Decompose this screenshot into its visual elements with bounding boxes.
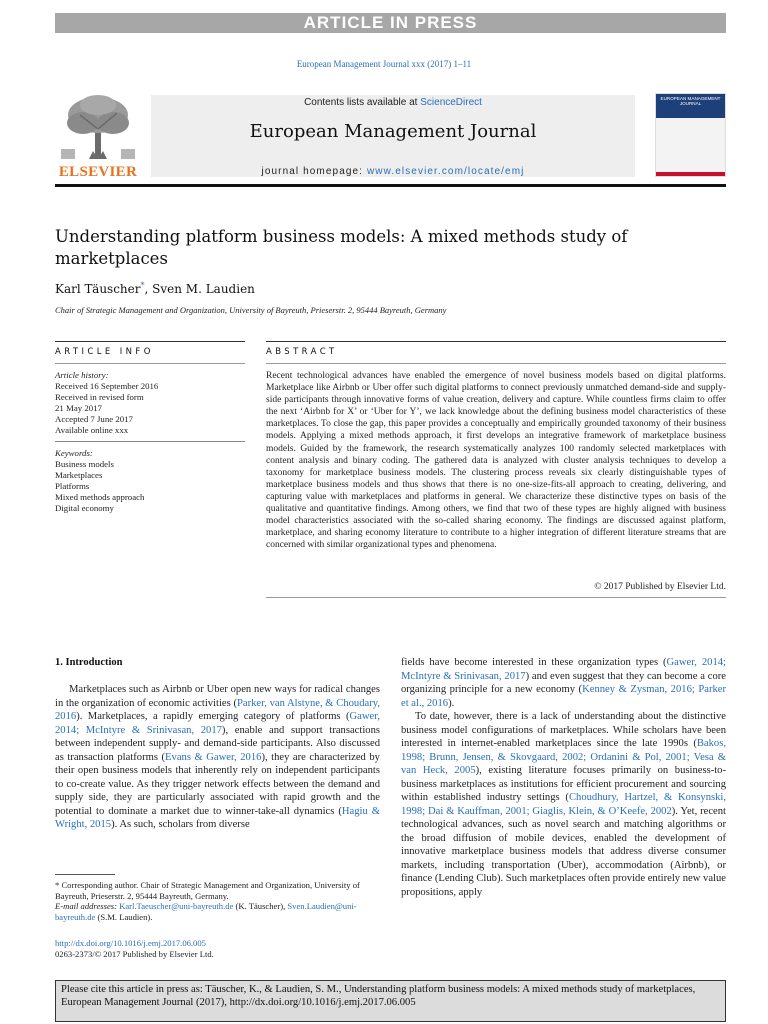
abstract-text: Recent technological advances have enabled the emergence of novel business models based on digital platforms. Marketplace like Airbnb or Uber offer such digital platforms to connect previously unmatched demand-side and supply-side participants through innovative forms of value creation, delivery and capture. While countless firms claim to offer the next ‘Airbnb for X’ or ‘Uber for Y’, we lack knowledge about the defining business model characteristics of these marketplaces. To close the gap, this paper provides a conceptually and empirically grounded taxonomy of their business models. Applying a mixed methods approach, it first develops an integrative framework of marketplace business models. Guided by the framework, the research systematically analyzes 100 randomly selected marketplaces with content analysis and binary coding. The gathered data is analyzed with cluster analysis techniques to develop a taxonomy for marketplace business models. The clustering process reveals six clearly distinguishable types of marketplace business models and thus shows that there is no one-size-fits-all approach to creating, delivering, and capturing value with marketplaces and platforms in general. We characterize these distinctive types on basis of the qualitative and quantitative findings. Among others, we find that two of these types are highly aligned with business model characteristics associated with the so-called sharing economy. The findings are discussed against platform, marketplace, and sharing economy literature to contribute to a higher integration of different literature streams that are concerned with similar organizational types and phenomena.	[266, 371, 726, 551]
history-item: Available online xxx	[55, 424, 129, 435]
keyword: Mixed methods approach	[55, 492, 145, 503]
abstract-subrule	[266, 363, 726, 364]
body-text: ) and even suggest that they can become a core organizing principle for a new economy (	[401, 670, 726, 695]
publisher-logo	[55, 93, 141, 181]
journal-homepage-link[interactable]: www.elsevier.com/locate/emj	[366, 166, 525, 177]
article-info-heading: ARTICLE INFO	[55, 347, 154, 357]
article-info-panel	[55, 370, 245, 514]
abstract-end-rule	[266, 597, 726, 598]
corresponding-author-note: * Corresponding author. Chair of Strategic Management and Organization, University of Bayreuth, Prieserstr. 2, 95444 Bayreuth, Germany.	[55, 880, 360, 901]
elsevier-wordmark: ELSEVIER	[58, 164, 138, 180]
history-label: Article history:	[55, 370, 109, 380]
intro-right-column	[401, 656, 726, 899]
citation-link[interactable]: Gawer, 2014; McIntyre & Srinivasan, 2017	[55, 711, 380, 736]
intro-paragraph	[401, 710, 726, 899]
abstract-copyright: © 2017 Published by Elsevier Ltd.	[594, 582, 726, 592]
body-text: ). Yet, recent technological advances, such as novel search and matching algorithms or the broad diffusion of mobile devices, enabled the development of innovative marketplace business models that address diverse consumer markets, including transportation (Uber), accommodation (Airbnb), or finance (Lending Club). Such marketplaces often provide entirely new value propositions, apply	[401, 805, 726, 898]
citation-link[interactable]: Bakos, 1998; Brunn, Jensen, & Skovgaard, 2002; Ordanini & Pol, 2001; Vesa & van Heck, 2005	[401, 738, 726, 776]
info-separator	[55, 441, 245, 442]
body-text: fields have become interested in these organization types (	[401, 657, 667, 668]
corresponding-author-mark[interactable]: *	[140, 281, 145, 290]
citation-link[interactable]: Parker, van Alstyne, & Choudary, 2016	[55, 697, 380, 722]
abstract-heading: ABSTRACT	[266, 347, 338, 357]
journal-header-panel	[151, 95, 635, 177]
doi-link[interactable]: http://dx.doi.org/10.1016/j.emj.2017.06.005	[55, 938, 206, 948]
author-name[interactable]: Karl Täuscher	[55, 282, 141, 296]
email-link[interactable]: Sven.Laudien@uni-bayreuth.de	[55, 901, 357, 922]
homepage-prefix: journal homepage:	[261, 166, 367, 177]
keyword: Marketplaces	[55, 470, 103, 481]
info-subrule	[55, 363, 245, 364]
journal-masthead	[55, 93, 726, 184]
body-text: To date, however, there is a lack of understanding about the distinctive business model configurations of marketplaces. While scholars have been interested in internet-enabled marketplaces since the late 1990s (	[401, 711, 726, 749]
keyword: Platforms	[55, 481, 90, 492]
body-text: ), enable and support transactions between independent supply- and demand-side participants. Also discussed as transaction platforms (	[55, 724, 380, 763]
body-text: Marketplaces such as Airbnb or Uber open new ways for radical changes in the organization of economic activities (	[55, 684, 380, 709]
journal-homepage-line	[151, 166, 635, 177]
doi-block	[55, 938, 214, 959]
contents-prefix: Contents lists available at	[304, 97, 421, 108]
keyword: Business models	[55, 459, 114, 470]
history-item: Received 16 September 2016	[55, 380, 159, 391]
history-item: Accepted 7 June 2017	[55, 413, 133, 424]
author-list	[55, 281, 255, 296]
email-label: E-mail addresses:	[55, 901, 120, 912]
author-affiliation: Chair of Strategic Management and Organization, University of Bayreuth, Prieserstr. 2, 95444 Bayreuth, Germany	[55, 305, 447, 315]
elsevier-tree-logo	[55, 93, 141, 163]
citation-link[interactable]: Evans & Gawer, 2016	[165, 751, 262, 763]
footnote	[55, 880, 380, 922]
history-item: Received in revised form	[55, 391, 144, 402]
body-text: ). As such, scholars from diverse	[111, 819, 250, 830]
intro-paragraph	[401, 656, 726, 710]
contents-line	[151, 97, 635, 108]
email-line	[55, 901, 380, 922]
intro-left-column	[55, 683, 380, 832]
citation-link[interactable]: Gawer, 2014; McIntyre & Srinivasan, 2017	[401, 657, 726, 682]
body-text: ), existing literature focuses primarily on business-to-business marketplaces as institutions for efficient procurement and sourcing within established industry settings (	[401, 765, 726, 803]
info-rule	[55, 341, 245, 342]
masthead-rule	[55, 184, 726, 187]
email-owner: (S.M. Laudien).	[95, 911, 153, 922]
journal-cover-thumbnail[interactable]	[655, 93, 726, 177]
cover-accent-bar	[656, 172, 725, 176]
abstract-rule	[266, 341, 726, 342]
email-owner: (K. Täuscher),	[233, 901, 288, 912]
body-text: ). Marketplaces, a rapidly emerging category of platforms (	[76, 711, 350, 722]
journal-reference-link[interactable]: European Management Journal xxx (2017) 1–11	[296, 59, 472, 69]
cover-title: EUROPEAN MANAGEMENT JOURNAL	[656, 94, 725, 118]
email-link[interactable]: Karl.Taeuscher@uni-bayreuth.de	[119, 901, 234, 912]
article-in-press-banner: ARTICLE IN PRESS	[55, 13, 726, 33]
intro-paragraph	[55, 683, 380, 832]
citation-box: Please cite this article in press as: Täuscher, K., & Laudien, S. M., Understanding platform business models: A mixed methods study of marketplaces, European Management Journal (2017), http://dx.doi.org/10.1016/j.emj.2017.06.005	[55, 980, 726, 1022]
footnote-rule	[55, 874, 115, 875]
body-text: ).	[448, 697, 455, 709]
journal-title: European Management Journal	[249, 121, 537, 142]
citation-link[interactable]: Choudhury, Hartzel, & Konsynski, 1998; Dai & Kauffman, 2001; Giaglis, Klein, & O’Keefe, 2002	[401, 792, 726, 817]
citation-link[interactable]: Kenney & Zysman, 2016; Parker et al., 2016	[401, 684, 727, 709]
body-text: ), they are characterized by their open business models that inherently rely on independent participants to co-create value. As they trigger network effects between the demand and supply side, they are particularly associated with rapid growth and the potential to dominate a market due to winner-take-all dynamics (	[55, 751, 380, 817]
author-separator: ,	[144, 282, 153, 296]
author-name[interactable]: Sven M. Laudien	[152, 282, 255, 296]
article-title: Understanding platform business models: A mixed methods study of marketplaces	[55, 227, 628, 268]
citation-link[interactable]: Hagiu & Wright, 2015	[55, 805, 380, 830]
section-heading-introduction: 1. Introduction	[55, 657, 123, 668]
sciencedirect-link[interactable]: ScienceDirect	[420, 97, 482, 108]
issn-line: 0263-2373/© 2017 Published by Elsevier Ltd.	[55, 948, 214, 959]
keywords-label: Keywords:	[55, 448, 93, 459]
keyword: Digital economy	[55, 502, 114, 513]
keywords-list	[55, 448, 245, 513]
history-item: 21 May 2017	[55, 402, 102, 413]
article-history	[55, 370, 245, 435]
